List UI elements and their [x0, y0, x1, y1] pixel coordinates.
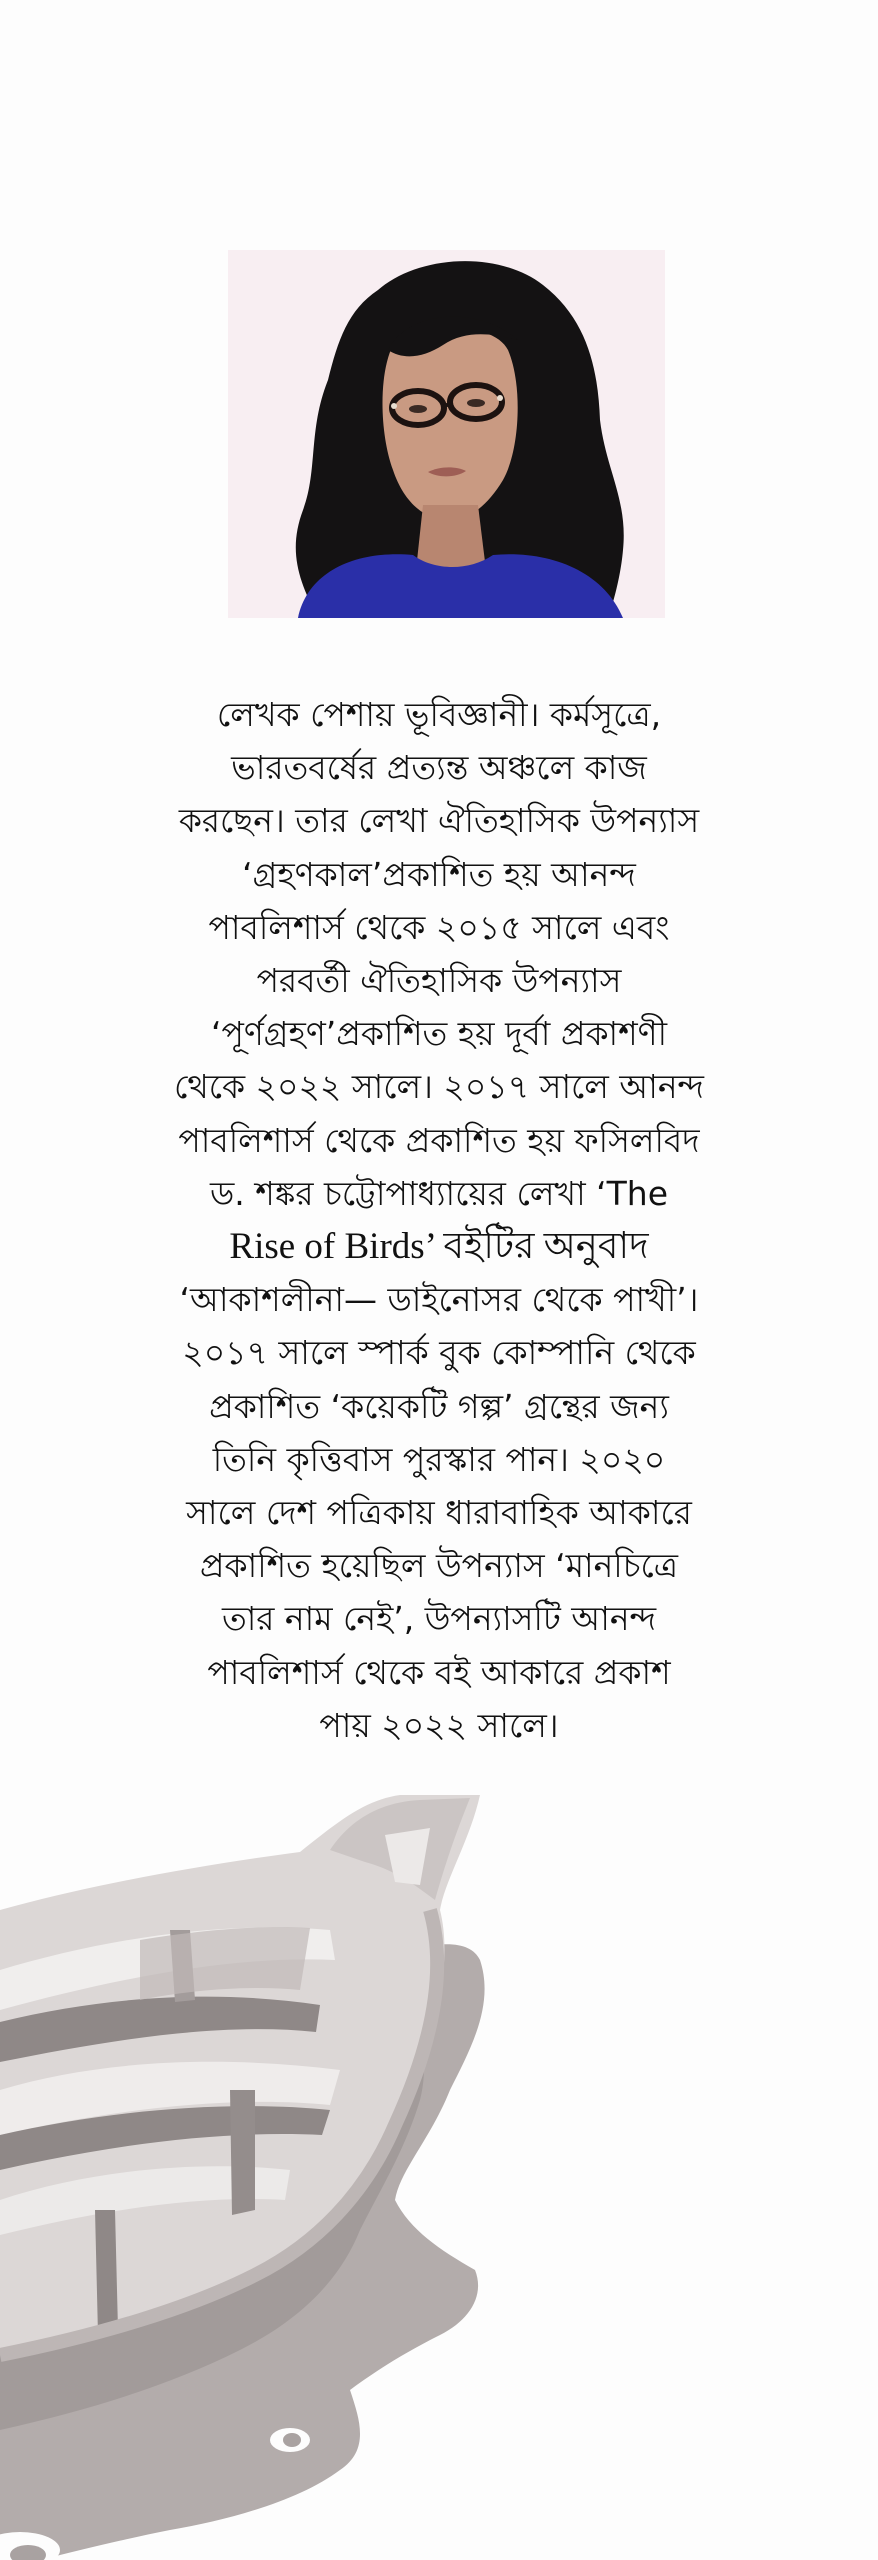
bio-line: তিনি কৃত্তিবাস পুরস্কার পান। ২০২০ — [212, 1439, 666, 1479]
bio-line: লেখক পেশায় ভূবিজ্ঞানী। কর্মসূত্রে, — [216, 695, 662, 734]
bio-line: ভারতবর্ষের প্রত্যন্ত অঞ্চলে কাজ — [231, 748, 647, 788]
boat-image — [0, 1790, 600, 2560]
bio-line: করছেন। তার লেখা ঐতিহাসিক উপন্যাস — [178, 801, 700, 841]
bio-line: ‘আকাশলীনা— ডাইনোসর থেকে পাখী’। — [179, 1280, 699, 1320]
bio-line: ‘পূর্ণগ্রহণ’প্রকাশিত হয় দূর্বা প্রকাশণী — [210, 1014, 668, 1054]
author-bio — [110, 688, 768, 1752]
bio-line: সালে দেশ পত্রিকায় ধারাবাহিক আকারে — [186, 1493, 692, 1533]
bio-line: পাবলিশার্স থেকে ২০১৫ সালে এবং — [208, 907, 670, 947]
bio-line: থেকে ২০২২ সালে। ২০১৭ সালে আনন্দ — [173, 1067, 705, 1107]
bio-line: প্রকাশিত হয়েছিল উপন্যাস ‘মানচিত্রে — [199, 1546, 679, 1586]
bio-line: পরবর্তী ঐতিহাসিক উপন্যাস — [256, 961, 622, 1001]
bio-line: পাবলিশার্স থেকে বই আকারে প্রকাশ — [207, 1652, 671, 1692]
bio-line: তার নাম নেই’, উপন্যাসটি আনন্দ — [221, 1599, 657, 1639]
bio-line: পাবলিশার্স থেকে প্রকাশিত হয় ফসিলবিদ — [178, 1120, 700, 1160]
bio-line: ‘গ্রহণকাল’প্রকাশিত হয় আনন্দ — [242, 854, 636, 894]
bio-line: পায় ২০২২ সালে। — [319, 1705, 559, 1745]
bio-line: ২০১৭ সালে স্পার্ক বুক কোম্পানি থেকে — [182, 1333, 696, 1373]
bio-line: Rise of Birds’ বইটির অনুবাদ — [229, 1226, 649, 1268]
author-portrait-image — [228, 250, 665, 618]
bio-line: ড. শঙ্কর চট্টোপাধ্যায়ের লেখা ‘The — [209, 1173, 669, 1213]
bio-line: প্রকাশিত ‘কয়েকটি গল্প’ গ্রন্থের জন্য — [209, 1386, 669, 1426]
author-photo — [228, 250, 665, 618]
boat-illustration — [0, 1790, 600, 2560]
